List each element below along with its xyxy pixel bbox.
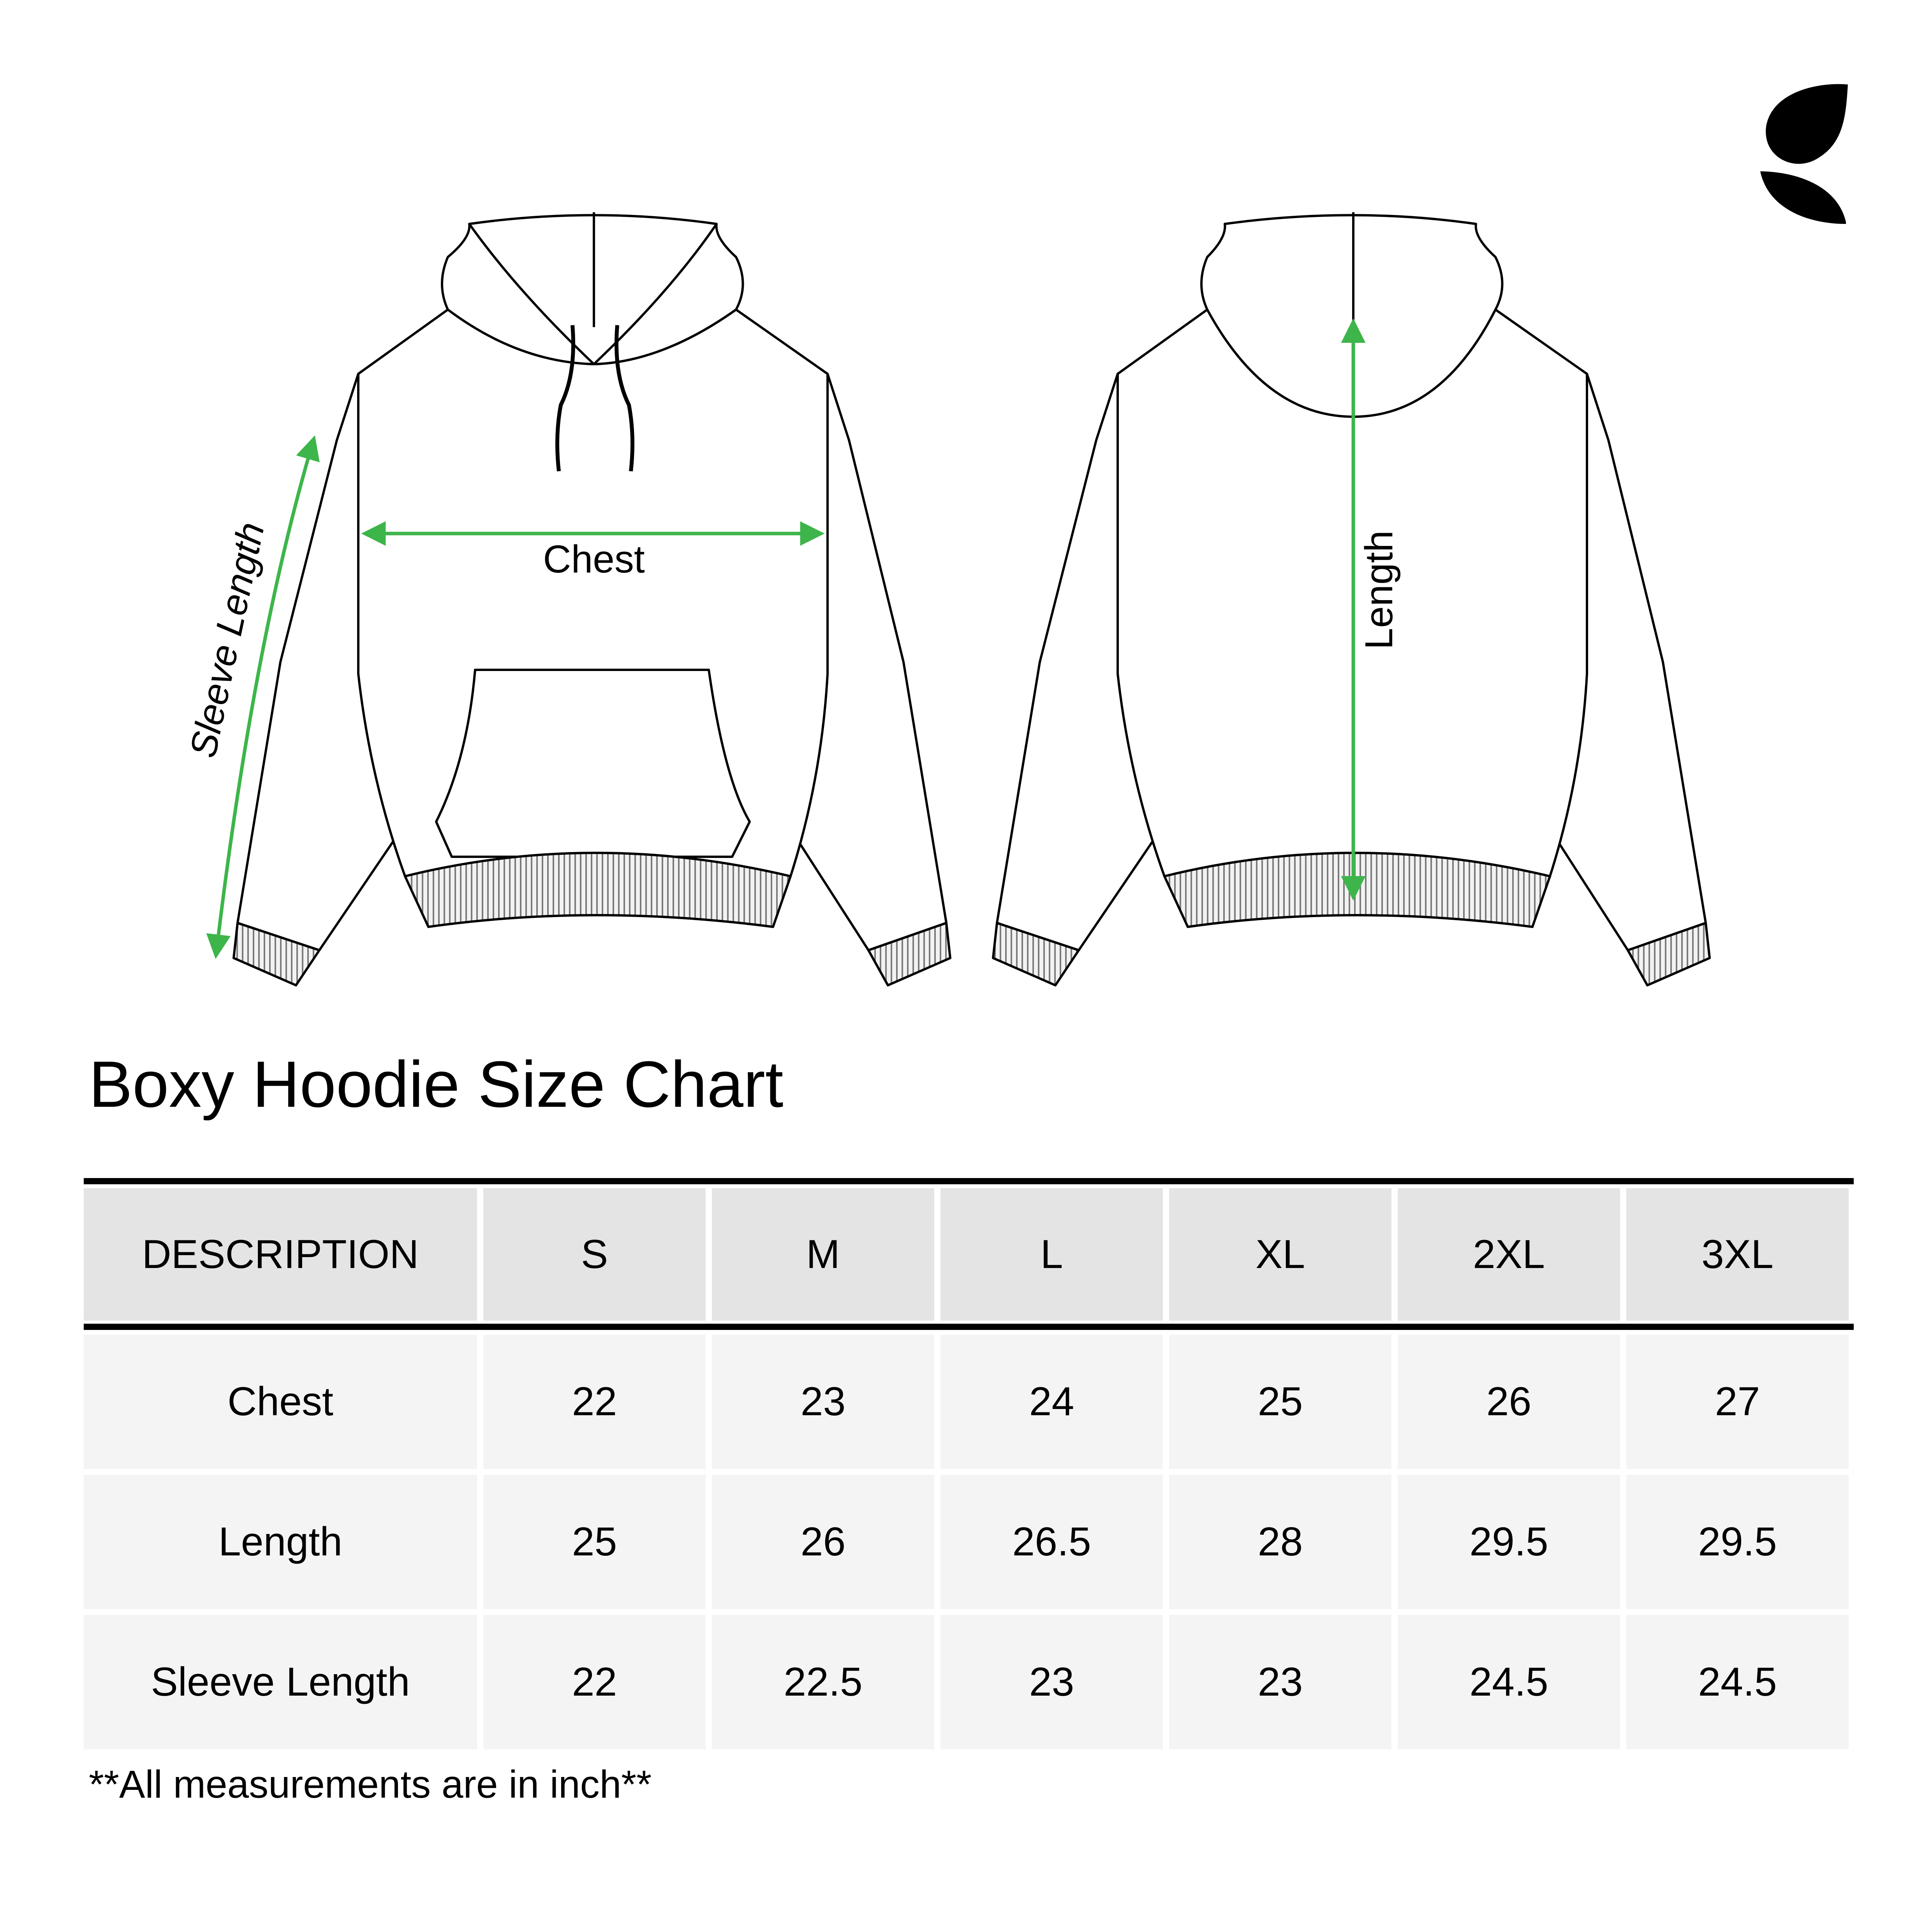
table-cell: 27 [1626, 1335, 1849, 1469]
table-cell: 29.5 [1626, 1475, 1849, 1609]
table-cell: 25 [1169, 1335, 1391, 1469]
header-size-3xl: 3XL [1626, 1188, 1849, 1321]
header-description: DESCRIPTION [84, 1188, 477, 1321]
header-size-l: L [940, 1188, 1163, 1321]
row-label: Chest [84, 1335, 477, 1469]
table-cell: 26.5 [940, 1475, 1163, 1609]
length-label: Length [1357, 530, 1401, 650]
size-table [84, 1178, 1854, 1749]
back-waistband [1164, 853, 1550, 927]
table-cell: 23 [1169, 1615, 1391, 1749]
table-cell: 25 [483, 1475, 706, 1609]
measurement-footnote: **All measurements are in inch** [89, 1763, 652, 1806]
table-cell: 24.5 [1626, 1615, 1849, 1749]
table-cell: 22 [483, 1615, 706, 1749]
row-label: Sleeve Length [84, 1615, 477, 1749]
table-header-rule [84, 1324, 1854, 1330]
table-cell: 22.5 [712, 1615, 934, 1749]
brand-logo-icon [1760, 84, 1854, 224]
front-hoodie [234, 212, 950, 985]
page-title: Boxy Hoodie Size Chart [89, 1048, 784, 1121]
table-cell: 23 [940, 1615, 1163, 1749]
table-cell: 24.5 [1398, 1615, 1620, 1749]
table-cell: 26 [712, 1475, 934, 1609]
table-header-row [84, 1188, 1854, 1321]
chest-label: Chest [543, 537, 645, 581]
front-pocket [436, 670, 750, 857]
back-hoodie [993, 212, 1710, 985]
row-label: Length [84, 1475, 477, 1609]
front-waistband [405, 853, 791, 927]
header-size-xl: XL [1169, 1188, 1391, 1321]
table-top-rule [84, 1178, 1854, 1184]
table-row-sleeve-length [84, 1615, 1854, 1749]
table-row-chest [84, 1335, 1854, 1469]
table-row-length [84, 1475, 1854, 1609]
table-cell: 24 [940, 1335, 1163, 1469]
table-cell: 26 [1398, 1335, 1620, 1469]
table-cell: 22 [483, 1335, 706, 1469]
sleeve-length-label: Sleeve Length [182, 518, 273, 761]
table-cell: 29.5 [1398, 1475, 1620, 1609]
table-cell: 28 [1169, 1475, 1391, 1609]
header-size-m: M [712, 1188, 934, 1321]
header-size-2xl: 2XL [1398, 1188, 1620, 1321]
table-cell: 23 [712, 1335, 934, 1469]
header-size-s: S [483, 1188, 706, 1321]
